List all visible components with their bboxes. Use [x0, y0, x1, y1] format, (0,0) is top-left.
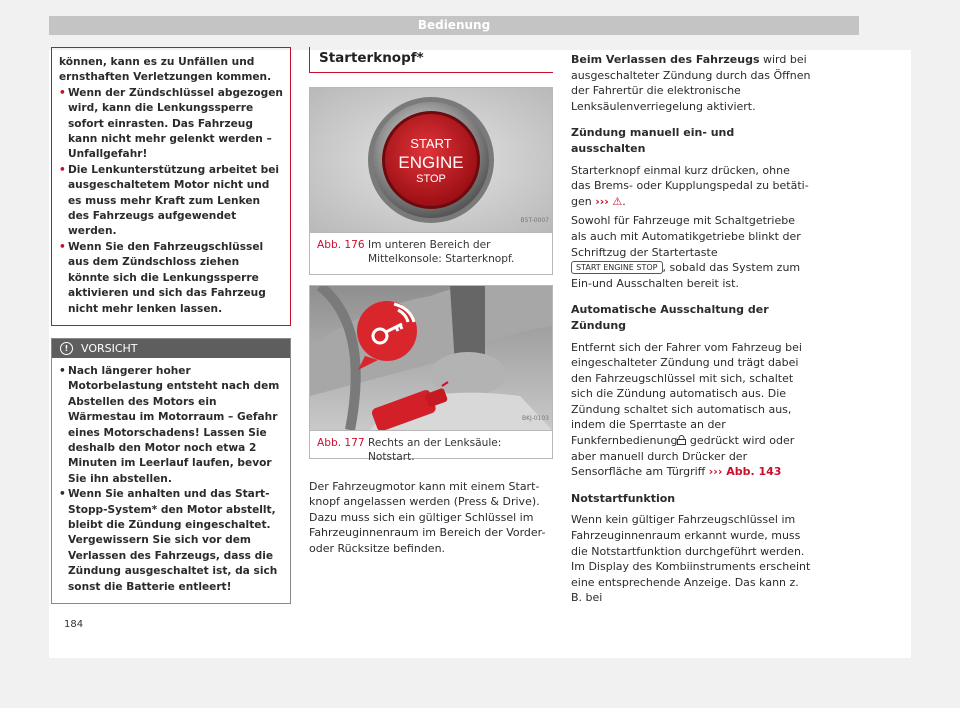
warning-triangle-icon: ⚠ [612, 194, 623, 208]
caution-bullet: • Nach längerer hoher Motorbelastung entsteht nach dem Abstellen des Motors ein Wärmestau im Motorraum – Gefahr eines Motorschadens! Lassen Sie deshalb den Motor noch etwa 2 Minuten im Leerlauf laufen, bevor Sie ihn abstellen. [59, 364, 280, 485]
right-column [571, 52, 811, 606]
figure-reference-link[interactable]: ››› Abb. 143 [708, 465, 782, 479]
caution-box [51, 338, 291, 604]
heading-auto-off: Automatische Ausschaltung der Zündung [571, 303, 769, 332]
steering-column-illustration [310, 286, 552, 430]
start-button-image [310, 88, 552, 232]
figure-number: Abb. 176 [317, 238, 365, 251]
figure-code: B5T-0007 [520, 217, 549, 224]
figure-code: BKJ-0103 [521, 415, 549, 422]
body-paragraph: Der Fahrzeugmotor kann mit einem Startknopf angelassen werden (Press & Drive). Dazu muss sich ein gültiger Schlüssel im Fahrzeuginnenraum im Bereich der Vorder- oder Rücksitze befinden. [309, 479, 546, 555]
start-button-illustration [310, 88, 552, 232]
caution-bullet: • Wenn Sie anhalten und das Start-Stopp-System* den Motor abstellt, bleibt die Zündung eingeschaltet. Vergewissern Sie sich vor dem Verlassen des Fahrzeugs, dass die Zündung ausgeschaltet ist, da sich sonst die Batterie entleert! [59, 488, 278, 593]
figure-177 [309, 285, 553, 463]
middle-column [309, 47, 553, 557]
caution-header [52, 339, 290, 358]
bullet-icon: • [59, 86, 66, 99]
left-column [51, 47, 291, 604]
figure-caption-text: Rechts an der Lenksäule: Notstart. [368, 436, 502, 463]
bullet-icon: • [59, 240, 66, 253]
figure-caption [310, 232, 552, 274]
section-title: Starterknopf* [309, 47, 553, 73]
button-label-start: START [410, 135, 452, 151]
warning-intro: können, kann es zu Unfällen und ernsthaften Verletzungen kommen. [59, 56, 272, 84]
figure-176 [309, 87, 553, 275]
page-header: Bedienung [49, 16, 859, 35]
figure-caption [310, 430, 552, 463]
reference-arrows: ››› [595, 194, 609, 208]
bullet-icon: • [59, 163, 66, 176]
exclamation-circle-icon: ! [60, 342, 73, 355]
bullet-icon: • [59, 364, 66, 377]
figure-number: Abb. 177 [317, 436, 365, 449]
heading-manual-ignition: Zündung manuell ein- und ausschalten [571, 126, 735, 155]
paragraph-manual-ignition: Starterknopf einmal kurz drücken, ohne das Brems- oder Kupplungspedal zu betätigen ››› ⚠. [571, 163, 809, 208]
start-engine-stop-key: START ENGINE STOP [571, 261, 663, 274]
warning-bullet: • Wenn Sie den Fahrzeugschlüssel aus dem Zündschloss ziehen könnte sich die Lenkungssperre aktivieren und sich das Fahrzeug nicht mehr lenken lassen. [59, 240, 266, 315]
paragraph-auto-off: Entfernt sich der Fahrer vom Fahrzeug bei eingeschalteter Zündung und trägt dabei den Fahrzeugschlüssel mit sich, schaltet sich die Zündung automatisch aus. Die Zündung schaltet sich automatisch aus, indem die Sperrtaste an der Funkfernbedienung gedrückt wird oder aber manuell durch Drücker der Sensorfläche am Türgriff ››› Abb. 143 [571, 340, 802, 479]
caution-body [52, 358, 290, 603]
steering-column-image [310, 286, 552, 430]
caution-title: VORSICHT [81, 341, 138, 355]
warning-bullet: • Die Lenkunterstützung arbeitet bei ausgeschaltetem Motor nicht und es muss mehr Kraft zum Lenken des Fahrzeugs aufgewendet werden. [59, 163, 280, 238]
figure-caption-text: Im unteren Bereich der Mittelkonsole: Starterknopf. [368, 238, 515, 265]
bullet-icon: • [59, 488, 66, 501]
page-number: 184 [64, 619, 84, 630]
paragraph-leaving-vehicle: Beim Verlassen des Fahrzeugs wird bei ausgeschalteter Zündung durch das Öffnen der Fahrertür die elektronische Lenksäulenverriegelung aktiviert. [571, 53, 811, 113]
heading-emergency-start: Notstartfunktion [571, 491, 676, 505]
button-label-engine: ENGINE [398, 152, 464, 172]
warning-bullet: • Wenn der Zündschlüssel abgezogen wird, kann die Lenkungssperre sofort einrasten. Das Fahrzeug kann nicht mehr gelenkt werden – Unfallgefahr! [59, 86, 283, 161]
paragraph-emergency-start: Wenn kein gültiger Fahrzeugschlüssel im Fahrzeuginnenraum erkannt wurde, muss die Notstartfunktion durchgeführt werden. Im Display des Kombiinstruments erscheint eine entsprechende Anzeige. Das kann z. B. bei [571, 513, 811, 605]
warning-box [51, 47, 291, 326]
button-label-stop: STOP [416, 172, 446, 185]
paragraph-blinking-label: Sowohl für Fahrzeuge mit Schaltgetriebe als auch mit Automatikgetriebe blinkt der Schriftzug der Startertaste START ENGINE STOP , sobald das System zum Ein-und Ausschalten bereit ist. [571, 214, 801, 290]
